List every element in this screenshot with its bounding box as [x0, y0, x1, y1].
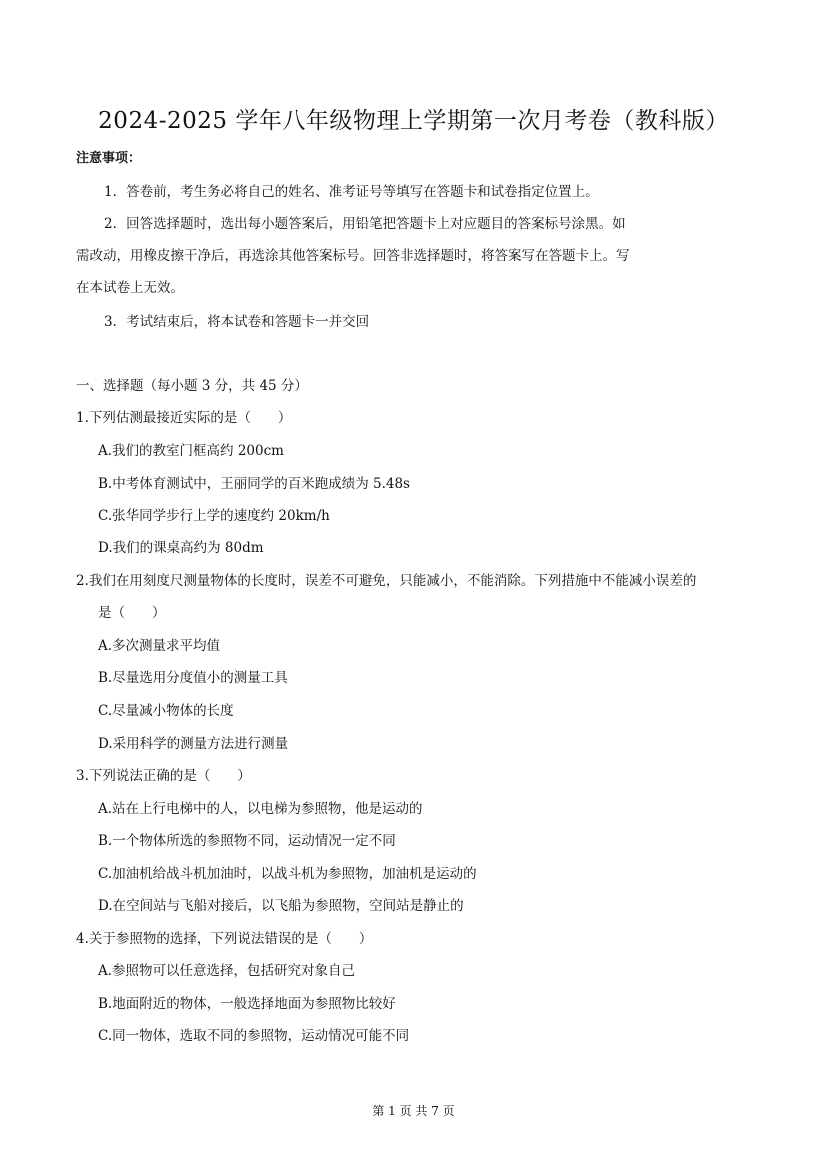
notes-heading: 注意事项： [76, 151, 142, 166]
question-1-stem: 1.下列估测最接近实际的是（ ） [76, 410, 292, 426]
question-1-option-b: B.中考体育测试中，王丽同学的百米跑成绩为 5.48s [98, 476, 410, 492]
note-item-2-line-1: 2．回答选择题时，选出每小题答案后，用铅笔把答题卡上对应题目的答案标号涂黑。如 [104, 216, 626, 232]
question-4-option-c: C.同一物体，选取不同的参照物，运动情况可能不同 [98, 1028, 410, 1044]
question-3-option-b: B.一个物体所选的参照物不同，运动情况一定不同 [98, 833, 396, 849]
question-1-option-a: A.我们的教室门框高约 200cm [98, 443, 284, 459]
question-3-option-c: C.加油机给战斗机加油时，以战斗机为参照物，加油机是运动的 [98, 866, 477, 882]
question-2-option-a: A.多次测量求平均值 [98, 638, 221, 654]
page-title: 2024-2025 学年八年级物理上学期第一次月考卷（教科版） [98, 108, 729, 134]
question-2-stem: 2.我们在用刻度尺测量物体的长度时，误差不可避免，只能减小，不能消除。下列措施中不能减小误差的 [76, 573, 697, 589]
note-item-3: 3．考试结束后，将本试卷和答题卡一并交回 [104, 314, 370, 330]
question-4-option-a: A.参照物可以任意选择，包括研究对象自己 [98, 963, 356, 979]
question-3-stem: 3.下列说法正确的是（ ） [76, 768, 251, 784]
question-2-stem-continued: 是（ ） [98, 605, 166, 621]
question-4-option-b: B.地面附近的物体，一般选择地面为参照物比较好 [98, 996, 396, 1012]
page-footer: 第 1 页 共 7 页 [372, 1104, 455, 1118]
question-2-option-b: B.尽量选用分度值小的测量工具 [98, 670, 288, 686]
question-4-stem: 4.关于参照物的选择，下列说法错误的是（ ） [76, 931, 373, 947]
question-2-option-c: C.尽量减小物体的长度 [98, 703, 234, 719]
question-3-option-d: D.在空间站与飞船对接后，以飞船为参照物，空间站是静止的 [98, 898, 464, 914]
question-2-option-d: D.采用科学的测量方法进行测量 [98, 736, 289, 752]
note-item-2-line-3: 在本试卷上无效。 [76, 280, 184, 296]
question-1-option-c: C.张华同学步行上学的速度约 20km/h [98, 508, 330, 524]
question-1-option-d: D.我们的课桌高约为 80dm [98, 540, 264, 556]
note-item-2-line-2: 需改动，用橡皮擦干净后，再选涂其他答案标号。回答非选择题时，将答案写在答题卡上。写 [76, 248, 630, 264]
note-item-1: 1．答卷前，考生务必将自己的姓名、准考证号等填写在答题卡和试卷指定位置上。 [104, 184, 599, 200]
section-heading: 一、选择题（每小题 3 分，共 45 分） [76, 378, 308, 394]
question-3-option-a: A.站在上行电梯中的人，以电梯为参照物，他是运动的 [98, 801, 423, 817]
